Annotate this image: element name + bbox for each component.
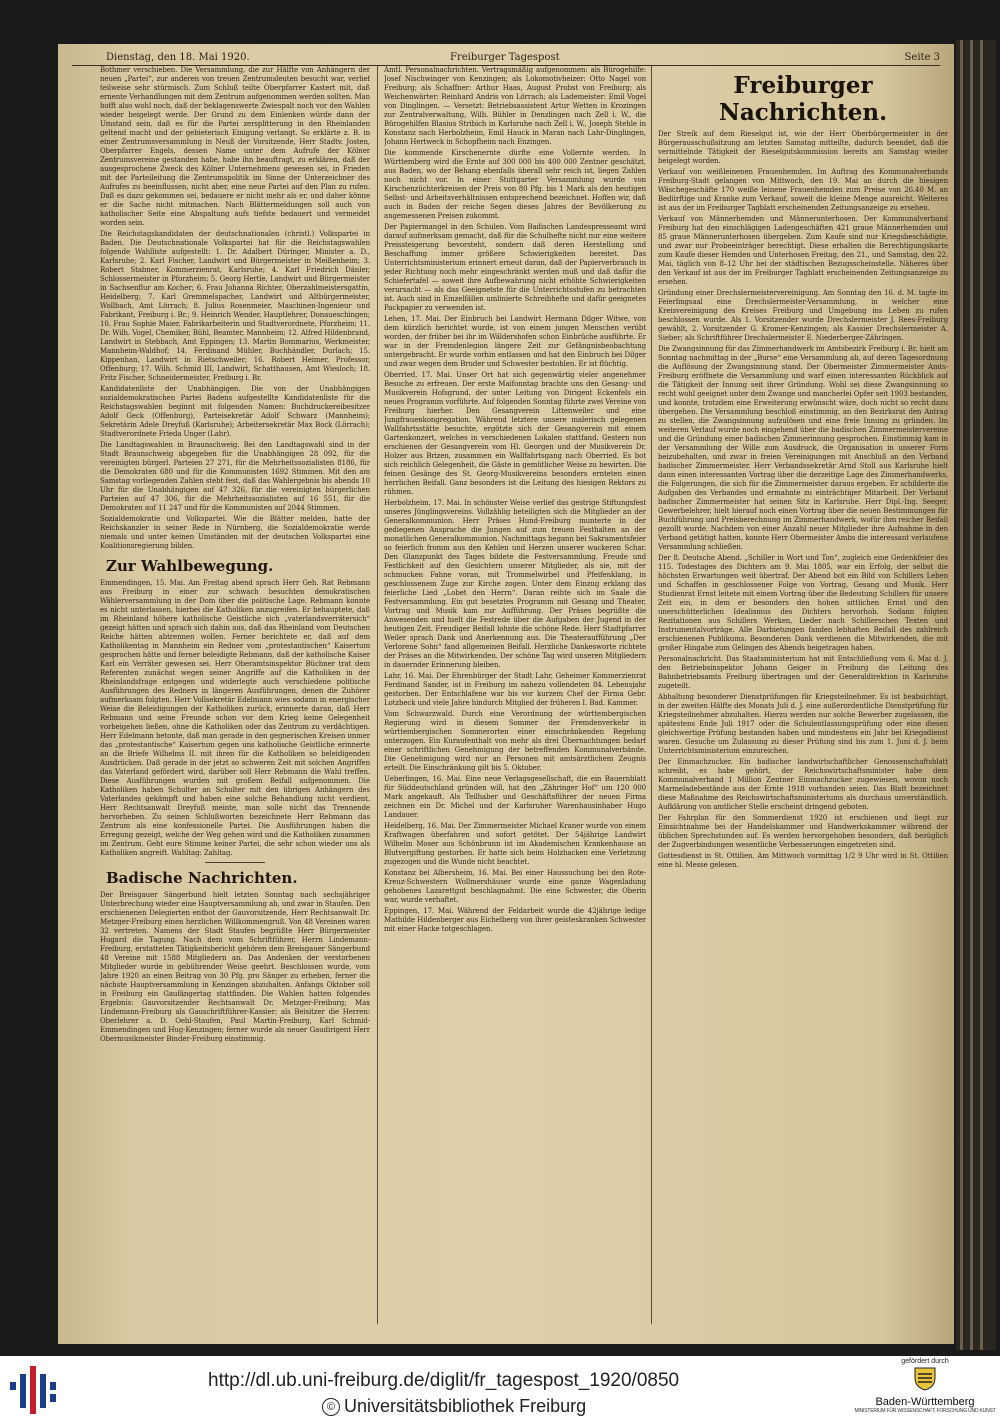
article-paragraph: Verkauf von weißleinenen Frauenhemden. Im Auftrag des Kommunalverbands Freiburg-Stadt gelangen von Mittwoch, den 19. Mai an durch die hiesigen Wäschegeschäfte 170 weiße leinene Frauenhemden zum Preise von 26.40 M. an Bedürftige und Kranke zum Verkauf, soweit die kleine Menge ausreicht. Weiteres ist aus der im Freiburger Tagblatt erscheinenden Zeitungsanzeige zu ersehen.	[658, 168, 948, 212]
sponsor-label: gefördert durch	[901, 1358, 949, 1365]
section-heading-badische-nachrichten: Badische Nachrichten.	[106, 869, 298, 887]
sponsor-logo	[850, 1358, 1000, 1424]
section-heading-freiburger-nachrichten: Freiburger Nachrichten.	[718, 72, 888, 126]
column-3	[658, 66, 948, 1328]
badische-nachrichten-articles	[100, 891, 370, 1044]
article-paragraph: Ueberlingen, 16. Mai. Eine neue Verlagsgesellschaft, die ein Bauernblatt für Süddeutschland gründen will, hat den „Zähringer Hof“ um 120 000 Mark angekauft. Als Teilhaber und Geschäftsführer der neuen Firma zeichnen ein Dr. Michel und der Karlsruher Warenhausinhaber Hugo Landauer.	[384, 775, 646, 819]
article-paragraph: Konstanz bei Albersheim, 16. Mai. Bei einer Haussuchung bei den Rote-Kreuz-Schwestern Wollmershäuser wurde eine ganze Wagenladung gehobenes Lazarettgut beschlagnahmt. Die eine Schwester, die Oberin war, wurde verhaftet.	[384, 869, 646, 904]
copyright-holder: Universitätsbibliothek Freiburg	[344, 1396, 587, 1416]
article-paragraph: Oberried, 17. Mai. Unser Ort hat sich gegenwärtig vieler angenehmer Besuche zu erfreuen. Der erste Maifonntag brachte uns den Gesang- und Musikverein Hofsgrund, der unter Leitung von Dirigent Eckenfels ein neues Programm vorführte. Auf folgenden Sonntag führte zwei Vereine von Freiburg hierher. Den Gesangverein Littenweiler und eine Jungfrauenkongregation. Während letztere unsere malerisch gelegenen Wallfahrtsstätte besuchte, ergötzte sich der Gesangverein mit einem Gartenkonzert, welches in verschiedenen Lokalen stattfand. Gestern nun erschienen der Gesangverein vom Hl. Georgen und der Musikverein Dr. Holzer aus Brizen, zusammen ein Wallfahrtsgang nach Oberried. Es bot sich reichlich Gelegenheit, die Gäste in gemütlicher Weise zu bewirten. Die feinen Gesänge des St. Georg-Musikvereins besonders ernteten einen herrlichen Beifall. Ganz besonders ist die Leitung des hiesigen Rektors zu rühmen.	[384, 371, 646, 496]
article-paragraph: Heidelberg, 16. Mai. Der Zimmermeister Michael Kraner wurde von einem Kraftwagen überfahren und sofort getötet. Der 54jährige Landwirt Wilhelm Moser aus Schönbrunn ist im Akademischen Krankenhause an Blutvergiftung gestorben. Er hatte sich beim Holzhacken eine Verletzung zugezogen und die Wunde nicht beachtet.	[384, 822, 646, 866]
article-paragraph: Eppingen, 17. Mai. Während der Feldarbeit wurde die 42jährige ledige Mathilde Hildenberger aus Eichelberg von ihrer geisteskranken Schwester mit einer Hacke totgeschlagen.	[384, 907, 646, 933]
copyright-line	[322, 1396, 586, 1417]
article-paragraph: Verkauf von Männerhemden und Männerunterhosen. Der Kommunalverband Freiburg hat den einschlägigen Ladengeschäften 421 graue Männerhemden und 85 graue Männerunterhosen übergeben. Zum Kaufe sind nur Kriegsbeschädigte, und zwar nur Probeeinträger berechtigt. Diese erhalten die Berechtigungskarte zum Kaufe dieser Hemden und Unterhosen Freitag, den 21., und Samstag, den 22. Mai, täglich von 8–12 Uhr bei der städtischen Bezugsscheinstelle. Näheres über den Verkauf ist aus der im Freiburger Tagblatt erscheinenden Zeitungsanzeige zu ersehen.	[658, 215, 948, 286]
article-paragraph: Der 8. Deutsche Abend. „Schiller in Wort und Ton“, zugleich eine Gedenkfeier des 115. Todestages des Dichters am 9. Mai 1805, war ein Erfolg, der selbst die höchsten Erwartungen weit übertraf. Der Abend bot ein Bild von Schillers Leben und Schaffen in geschlossener Folge von Vortrag, Gesang und Musik. Herr Studienrat Ernst leitete mit einem Vortrag über die Bedeutung Schillers für unsere Zeit ein, in dem er besonders den hohen sittlichen Ernst und den unerschütterlichen Idealismus des Dichters hervorhob. Sodann folgten Rezitationen aus Schillers Werken, Lieder nach Schillerschen Texten und Instrumentalvorträge. Alle Darbietungen fanden lebhaften Beifall des zahlreich erschienenen Publikums. Besonderen Dank verdienen die Mitwirkenden, die mit großer Hingabe zum Gelingen des Abends beigetragen haben.	[658, 554, 948, 652]
header-paper-name: Freiburger Tagespost	[450, 52, 560, 63]
column-separator	[205, 862, 265, 863]
article-paragraph: Lehen, 17. Mai. Der Einbruch bei Landwirt Hermann Dilger Witwe, von dem kürzlich berichtet wurde, ist von einem jungen Menschen verübt worden, der früher bei ihr im Wäldershofen schon Einbrüche ausführte. Er war in der Fremdenlegion längere Zeit zur Gefängnisbeobachtung untergebracht. Er wurde vorhin entlassen und hat den Einbruch bei Dilger und zwar wegen dem Bruder und Schwester bestohlen. Er ist flüchtig.	[384, 315, 646, 368]
article-paragraph: Der Papiermangel in den Schulen. Vom Badischen Landespresseamt wird darauf aufmerksam gemacht, daß für die Schulhefte nicht nur eine weitere Preissteigerung bevorsteht, sondern daß deren Herstellung und Beschaffung immer größere Schwierigkeiten bereitet. Das Unterrichtsministerium erinnert erneut daran, daß der Papierverbrauch in jeder Richtung noch mehr eingeschränkt werden muß und daß dafür die Schiefertafel — soweit ihre Aufbewahrung nicht erhöhte Schwierigkeiten verursacht — als das Geeignetste für die Unterrichtsstufen zu betrachten ist. Auch sind in Einzelfällen umlinierte Schreibhefte und dafür geeignetes Packpapier zu verwenden ist.	[384, 223, 646, 312]
article-paragraph: Die Landtagswahlen in Braunschweig. Bei den Landtagswahl sind in der Stadt Braunschweig abgegeben für die Unabhängigen 28 092, für die vereinigten bürgerl. Parteien 27 271, für die Mehrheitssozialisten 8186, für die Demokraten 680 und für die Kommunisten 1692 Stimmen. Mit den am Samstag vorliegenden Zahlen steht fest, daß das Wahlergebnis bis abends 10 Uhr für die Unabhängigen auf 47 326, für die vereinigten bürgerlichen Parteien auf 47 306, für die Mehrheitssozialisten auf 16 551, für die Demokraten auf 11 247 und für die Kommunisten auf 2044 Stimmen.	[100, 441, 370, 512]
article-paragraph: Gründung einer Drechslermeistervereinigung. Am Sonntag den 16. d. M. tagte im Feierlingsaal eine Drechslermeister-Versammlung, in welcher eine Kreisvereinigung des Kreises Freiburg und Umgebung ins Leben zu rufen beschlossen wurde. Als 1. Vorsitzender wurde Drechslermeister J. Rees-Freiburg gewählt, 2. Vorsitzender G. Kromer-Kenzingen; als Kassier Drechslermeister A. Sieber; als Schriftführer Drechslermeister E. Niederberger-Zähringen.	[658, 289, 948, 342]
article-paragraph: Der Einmachzucker. Ein badischer landwirtschaftlicher Genossenschaftsblatt schreibt, es habe gehört, der Reichswirtschaftsminister habe dem Kommunalverband 1 Million Zentner Einmachzucker zugewiesen, wovon noch Marmeladebestände aus der Ernte 1918 vorhanden seien. Das Blatt bezeichnet diese Maßnahme des Reichswirtschaftsministeriums als durchaus unverständlich. Aufklärung von amtlicher Stelle erscheint dringend geboten.	[658, 758, 948, 811]
page-stack-edge	[956, 40, 996, 1350]
article-paragraph: Herbolzheim, 17. Mai. In schönster Weise verlief das gestrige Stiftungsfest unseres Jünglingsvereins. Vollzählig beteiligten sich die Mitglieder an der Generalkommunion. Herr Präses Hund-Freiburg munterte in der gediegenen Ansprache die Jungen auf zum treuen Festhalten an der monatlichen Generalkommunion. Nachmittags begann bei Sakramentsfeier so feierlich fromm aus den Kehlen und Herzen unserer wackeren Schar. Den Glanzpunkt des Tages bildete die Festversammlung. Freude und Festlichkeit auf den Gesichtern unserer Mitglieder, als sie, mit der schmucken Fahne voran, mit Trommelwirbel und Pfeifenklang, in geschlossenem Zuge zur Kirche zogen. Unter dem Einzug erklang das feierliche Lied „Lobet den Herrn“. Daran reihte sich im Saale die Festversammlung. Ein gut besetztes Programm mit Gesang und Theater, Vortrag und Musik kam zur Aufführung. Der Präses begrüßte die Anwesenden und hielt die Festrede über die Aufgaben der Jugend in der heutigen Zeit. Freudiger Beifall lohnte die schöne Rede. Herr Stadtpfarrer Weiler sprach Dank und Anerkennung aus. Die Theateraufführung „Der Verlorene Sohn“ fand allgemeinen Beifall. Herzliche Dankesworte richtete der Präses an die Mitwirkenden. Der schöne Tag wird unseren Mitgliedern in dauernder Erinnerung bleiben.	[384, 499, 646, 669]
article-paragraph: Der Streik auf dem Rieselgut ist, wie der Herr Oberbürgermeister in der Bürgerausschußsitzung am letzten Samstag mitteilte, dadurch beendet, daß die vermittelnde Tätigkeit der Rieselgutskommission bereits am Samstag wieder beigelegt worden.	[658, 130, 948, 165]
university-library-logo-icon	[6, 1364, 66, 1416]
column-3-articles	[658, 130, 948, 870]
column-1-articles	[100, 66, 370, 551]
article-paragraph: Vom Schwarzwald. Durch eine Verordnung der württembergischen Regierung wird in diesem Sommer der Fremdenverkehr in württembergischen Sommerorten einer einschränkenden Regelung unterzogen. Ein Kuraufenthalt von mehr als drei Übernachtungen bedarf einer schriftlichen Genehmigung der betreffenden Kommunalverbände. Die Genehmigung wird nur an Personen mit amtsärztlichem Zeugnis erteilt. Die Einschränkung gilt bis 5. Oktober.	[384, 710, 646, 772]
section-heading-wahlbewegung: Zur Wahlbewegung.	[106, 557, 274, 575]
article-paragraph: Bothmer verschieben. Die Versammlung, die zur Hälfte von Anhängern der neuen „Partei“, zur anderen von treuen Zentrumsleuten besucht war, verlief teilweise sehr stürmisch. Zum Schluß teilte Oberpfarrer Kastert mit, daß ernente Verhandlungen mit dem Zentrum aufgenommen werden sollten. Man hofft also wohl noch, daß der beklagenswerte Zwiespalt noch vor den Wahlen wieder beigelegt werde. Der Grund zu dem Einlenken würde dann der Umstand sein, daß es für die Partei zersplitterung in den Rheinlanden geltend macht und der gebieterisch Einigung verlangt. So erklärte z. B. in einer Zentrumsversammlung in Neuß der Vorsitzende, Herr Stadtv. Josten, Oberpfarrer Engels, dessen Name unter dem Aufrufe der Kölner Zentrumsvereine gestanden habe, habe ihn beauftragt, zu erklären, daß der ausgesprochene Zweck des Kölner Unternehmens gewesen sei, in Frieden mit der Parteileitung die Zentrumspolitik im Sinne der Unterzeichner des Aufrufes zu beeinflussen, nicht aber, eine neue Partei auf den Plan zu rufen. Daß es dazu gekommen sei, bedauere er nicht mehr als er, und daher könne er die Sache nicht mitmachen. Nach Blättermeldungen soll auch von katholischer Seite eine Abspaltung aufs tiefste bedauert und vermeidet worden sein.	[100, 66, 370, 227]
article-paragraph: Sozialdemokratie und Volkspartei. Wie die Blätter melden, hatte der Reichskanzler in seiner Rede in Nürnberg, die Sozialdemokratie werde niemals und unter keinen Umständen mit der deutschen Volkspartei eine Koalitionsregierung bilden.	[100, 515, 370, 550]
article-paragraph: Emmendingen, 15. Mai. Am Freitag abend sprach Herr Geh. Rat Rebmann aus Freiburg in einer zur schwach besuchten demokratischen Wählerversammlung in der Dom über die politische Lage. Rebmann konnte es nicht unterlassen, hierbei die Katholiken anzugreifen. Er behauptete, daß im Rheinland höhere katholische Geistliche sich „vaterlandsverrätersich“ gezeigt hätten und sprach sich dahin aus, daß das Rheinland vom Deutschen Reiche hätten abtrennen wollen. Ferner berichtete er, daß auf dem Katholikentag in Mannheim ein Redner vom „protestantischen“ Kaisertum gesprochen hätte und ferner beleidigte Rebmann, daß der katholische Kaiser Karl ein Verräter gewesen sei. Herr Oberamtsinspektor Büchner trat dem Referenten zunächst wegen seiner Angriffe auf die Katholiken in der Rheinlandsfrage entgegen und widerlegte auch verschiedene politische Ausführungen des Redners in längeren Ausführungen, denen die Zuhörer aufmerksam folgten. Herr Vollsekretär Edelmann wies sodann in energischer Weise die Beleidigungen der Katholiken zurück, erinnerte daran, daß Herr Rebmann und seine Freunde schon vor dem Krieg keine Gelegenheit vorbeigehen ließen, ohne die Katholiken oder das Zentrum zu verdächtigen. Herr Edelmann betonte, daß man gerade in den gegnerischen Kreisen immer das „protestantische“ Kaisertum gegen uns katholische Geistliche erinnerte an die Briefe Wilhelms II. mit ihren für die Katholiken so beleidigenden Ausdrücken. Daß gerade in der jetzt so schweren Zeit mit solchen Angriffen das Vaterland gefördert wird, darüber soll Herr Rebmann die Wahl treffen. Diese Ausführungen wurden mit großem Beifall aufgenommen. Die Katholiken haben Schulter an Schulter mit den übrigen Anhängern des Vaterlandes gekämpft und haben eine solche Behandlung nicht verdient. Herr Rechtsanwalt Dreyfuß meinte, man solle nicht das Trennende hervorheben. Zu seinen Schlußworten bezeichnete Herr Rebmann das Zentrum als eine konfessionelle Partei. Die Ausführungen haben die Erregung gezeigt, welche der Weg gehen wird und die Katholiken zusammen im Zentrum. Geht eure Stimme keiner Partei, die sehr schon wieder uns als Katholiken angreift. Wahltag: Zahltag.	[100, 579, 370, 857]
newspaper-page	[58, 44, 954, 1344]
document-url[interactable]: http://dl.ub.uni-freiburg.de/diglit/fr_tagespost_1920/0850	[208, 1370, 680, 1391]
article-paragraph: Der Fahrplan für den Sommerdienst 1920 ist erschienen und liegt zur Einsichtnahme bei der Handelskammer und Handwerkskammer während der üblichen Sprechstunden auf. Es werden hervorgehoben besonders, daß bezüglich der Zugverbindungen wesentliche Verbesserungen eingetreten sind.	[658, 814, 948, 849]
column-2	[384, 66, 646, 1328]
article-paragraph: Die kommende Kirschenernte dürfte eine Vollernte werden. In Württemberg wird die Ernte auf 300 000 bis 400 000 Zentner geschätzt, aus Baden, wo der Behang ebenfalls überall sehr reich ist, liegen Zahlen noch nicht vor. In einer Stuttgarter Versammlung wurde von Kirschenzüchterkreisen der Preis von 80 Pfg. bis 1 Mark als den heutigen Selbst- und Arbeitsverhältnissen entsprechend bezeichnet. Hoffen wir, daß auch in Baden der reiche Segen dieses Jahres der Bevölkerung zu angemessenen Preisen zukommt.	[384, 149, 646, 220]
library-footer	[0, 1356, 1000, 1424]
column-divider	[377, 66, 378, 1324]
article-paragraph: Der Breisgauer Sängerbund hielt letzten Sonntag nach sechsjähriger Unterbrechung wieder eine Hauptversammlung ab, und zwar in Staufen. Den erschienenen Delegierten entbot der Gauvorsitzende, Herr Rechtsanwalt Dr. Metzger-Freiburg einen herzlichen Willkommengruß. Von 48 Vereinen waren 32 vertreten. Namens der Stadt Staufen begrüßte Herr Bürgermeister Hugard die Tagung. Nach dem vom Schriftführer, Herrn Lindemann-Freiburg, erstatteten Tätigkeitsbericht gehören dem Breisgauer Sängerbund 48 Vereine mit 1588 Mitgliedern an. Das Andenken der verstorbenen Mitglieder wurde in gebührender Weise geehrt. Beschlossen wurde, vom Jahre 1920 an einen Beitrag von 30 Pfg. pro Sänger zu erheben, ferner die nächste Hauptversammlung in Kenzingen abzuhalten. Anfangs Oktober soll in Freiburg ein Gaufängertag stattfinden. Die Wahlen hatten folgendes Ergebnis: Gauvorsitzender Rechtsanwalt Dr. Metzger-Freiburg; Max Lindemann-Freiburg als Gauschriftführer-Kassier; als Beisitzer die Herren: Oberlehrer a. D. Oehl-Staufen, Paul Martin-Freiburg, Karl Schmid-Emmendingen und Hug-Kenzingen; ferner wurde als neuer Gaudirigent Herr Obermusikmeister Binder-Freiburg einstimmig.	[100, 891, 370, 1043]
header-date: Dienstag, den 18. Mai 1920.	[106, 52, 250, 63]
copyright-icon: ©	[322, 1398, 340, 1416]
article-paragraph: Amtl. Personalnachrichten. Vertragsmäßig aufgenommen: als Bürogehilfe: Josef Nischwinger von Kenzingen; als Lokomotivheizer: Otto Nagel von Freiburg; als Schaffner: Arthur Haas, August Probst von Freiburg; als Weichenwärter: Reinhard Andris von Lörrach; als Lademeister: Emil Vogel von Dinglingen. — Versetzt: Betriebsassistent Artur Wetten in Krozingen zur Zentralverwaltung, Wilh. Bühler in Denzlingen nach Zell i. W., die Bürogehilfen Blasius Stribich in Karlsruhe nach Zell i. W., Joseph Stehle in Konstanz nach Herbolzheim, Emil Hauck in Maran nach Lahr-Dinglingen, Johann Hertweck in Schopfheim nach Enzingen.	[384, 66, 646, 146]
article-paragraph: Die Reichstagskandidaten der deutschnationalen (christl.) Volkspartei in Baden. Die Deutschnationale Volkspartei hat für die Reichstagswahlen folgende Wahlliste aufgestellt: 1. Dr. Adalbert Düringer, Minister a. D., Karlsruhe; 2. Karl Fischer, Landwirt und Bürgermeister in Meißenheim; 3. Robert Stabner, Kommerzienrat, Karlsruhe; 4. Karl Friedrich Dänler, Schlossermeister in Pforzheim; 5. Georg Hertle, Landwirt und Bürgermeister in Sachsenflur am Kocher; 6. Frau Johanna Richter, Oberzahlmeistersgattin, Heidelberg; 7. Karl Gremmelspacher, Landwirt und Altbürgermeister, Wollbach, Amt Lörrach; 8. Julius Rosenmeier, Maschinen-Ingenieur und Fabrikant, Freiburg i. Br.; 9. Heinrich Wender, Hauptlehrer, Donaueschingen; 10. Frau Sophie Maier, Fabrikarbeiterin und Stadtverordnete, Pforzheim; 11. Dr. Wilh. Vogel, Chemiker, Bühl, Beamter, Mannheim; 12. Alfred Hildenbrand, Landwirt in Stebbach, Amt Eppingen; 13. Martin Bommarius, Werkmeister, Mannheim-Waldhof; 14. Ferdinand Mühler, Buchhändler, Durlach; 15. Kippenhan, Landwirt in Rietschweiler; 16. Robert Heimer, Professor, Offenburg; 17. Wilh. Schmid III, Landwirt, Schatthausen, Amt Wiesloch; 18. Fritz Fischer, Schneidermeister, Freiburg i. Br.	[100, 230, 370, 382]
column-2-articles	[384, 66, 646, 934]
article-paragraph: Gottesdienst in St. Ottilien. Am Mittwoch vormittag 1/2 9 Uhr wird in St. Ottilien eine hl. Messe gelesen.	[658, 852, 948, 869]
header-page-number: Seite 3	[904, 52, 940, 63]
article-paragraph: Personalnachricht. Das Staatsministerium hat mit Entschließung vom 6. Mai d. J. den Betriebsinspektor Johann Geiger in Freiburg die Leitung des Bahnbetriebsamts Freiburg übertragen und der Generaldirektion in Karlsruhe zugeteilt.	[658, 655, 948, 690]
column-divider	[651, 66, 652, 1324]
article-paragraph: Lahr, 16. Mai. Der Ehrenbürger der Stadt Lahr, Geheimer Kommerzienrat Ferdinand Sander, ist in Freiburg im nahezu vollendeten 84. Lebensjahr gestorben. Der Entschlafene war bis vor kurzem Chef der Firma Gebr. Lotzbeck und viele Jahre hindurch Mitglied der früheren I. Bad. Kammer.	[384, 672, 646, 707]
column-1	[100, 66, 370, 1328]
sponsor-ministry: MINISTERIUM FÜR WISSENSCHAFT, FORSCHUNG UND KUNST	[854, 1408, 996, 1414]
wahlbewegung-articles	[100, 579, 370, 858]
coat-of-arms-icon	[912, 1365, 938, 1391]
article-paragraph: Die Zwangsinnung für das Zimmerhandwerk im Amtsbezirk Freiburg i. Br. hielt am Sonntag nachmittag in der „Burse“ eine Versammlung ab, auf deren Tagesordnung die Auflösung der Zwangsinnung stand. Der Obermeister Zimmermeister Amts-Freiburg eröffnete die Versammlung und warf einen interessanten Rückblick auf die Tätigkeit der Innung seit ihrer Gründung. Wohl sei diese Zwangsinnung so recht wohl geeignet unter dem Zwange und mancherlei Opfer seit 1903 bestanden, und konnte, trotzdem eine Erweiterung erwünscht wäre, doch nicht so recht dazu übergehen. Die Versammlung beschloß einstimmig, an den Bezirksrat den Antrag zu stellen, die Zwangsinnung aufzulösen und eine freie Innung zu gründen. Im weiteren Verlauf wurde noch eingehend über die badischen Zimmermeistervereine und die Gründung einer badischen Zimmerinnung gesprochen. Einstimmig kam in der Versammlung der Wille zum Ausdruck, die Organisation in unserer Form beizubehalten, und zwar in freien Vereinigungen mit Anschluß an den Verband badischer Zimmermeister. Herr Verbandssekretär Arnd Stoll aus Karlsruhe hielt dann einen interessanten Vortrag über die derzeitige Lage des Zimmerhandwerks, die Folgerungen, die sich für die Zimmermeister daraus ergeben. Er schilderte die Aufgaben des Verbandes und ermahnte zu einträchtiger Mitarbeit. Der Verband badischer Zimmermeister hat seinen Sitz in Karlsruhe. Herr Dipl.-Ing. Seeger, Gewerbelehrer, hielt hierauf noch einen Vortrag über die neuen Bestimmungen für Buchführung und Preisberechnung im Zimmerhandwerk, wofür ihm reicher Beifall gezollt wurde. Nachdem von einer Anzahl neuer Mitglieder ihre Aufnahme in den Verband getätigt hatten, konnte Herr Obermeister Ambs die interessant verlaufene Versammlung schließen.	[658, 345, 948, 551]
sponsor-name: Baden-Württemberg	[875, 1396, 975, 1408]
article-paragraph: Abhaltung besonderer Dienstprüfungen für Kriegsteilnehmer. Es ist beabsichtigt, in der zweiten Hälfte des Monats Juli d. J. eine außerordentliche Dienstprüfung für Kriegsteilnehmer abzuhalten. Hierzu werden nur solche Bewerber zugelassen, die spätestens Ende Juli 1917 oder die Schulentlassungsprüfung oder eine diesen gleichwertige Prüfung bestanden haben und mindestens ein Jahr bei Kriegsdienst waren. Gesuche um Zulassung zu dieser Prüfung sind bis zum 1. Juni d. J. beim Unterrichtsministerium einzureichen.	[658, 693, 948, 755]
article-paragraph: Kandidatenliste der Unabhängigen. Die von der Unabhängigen sozialdemokratischen Partei Badens aufgestellte Kandidatenliste für die Reichstagswahlen beginnt mit folgenden Namen: Buchdruckereibesitzer Adolf Geck (Offenburg), Parteisekretär Adolf Schwarz (Mannheim); Sekretärin Adele Dreyfuß (Karlsruhe); Arbeitersekretär Max Bock (Lörrach); Stadtverordnete Frieda Unger (Lahr).	[100, 385, 370, 438]
